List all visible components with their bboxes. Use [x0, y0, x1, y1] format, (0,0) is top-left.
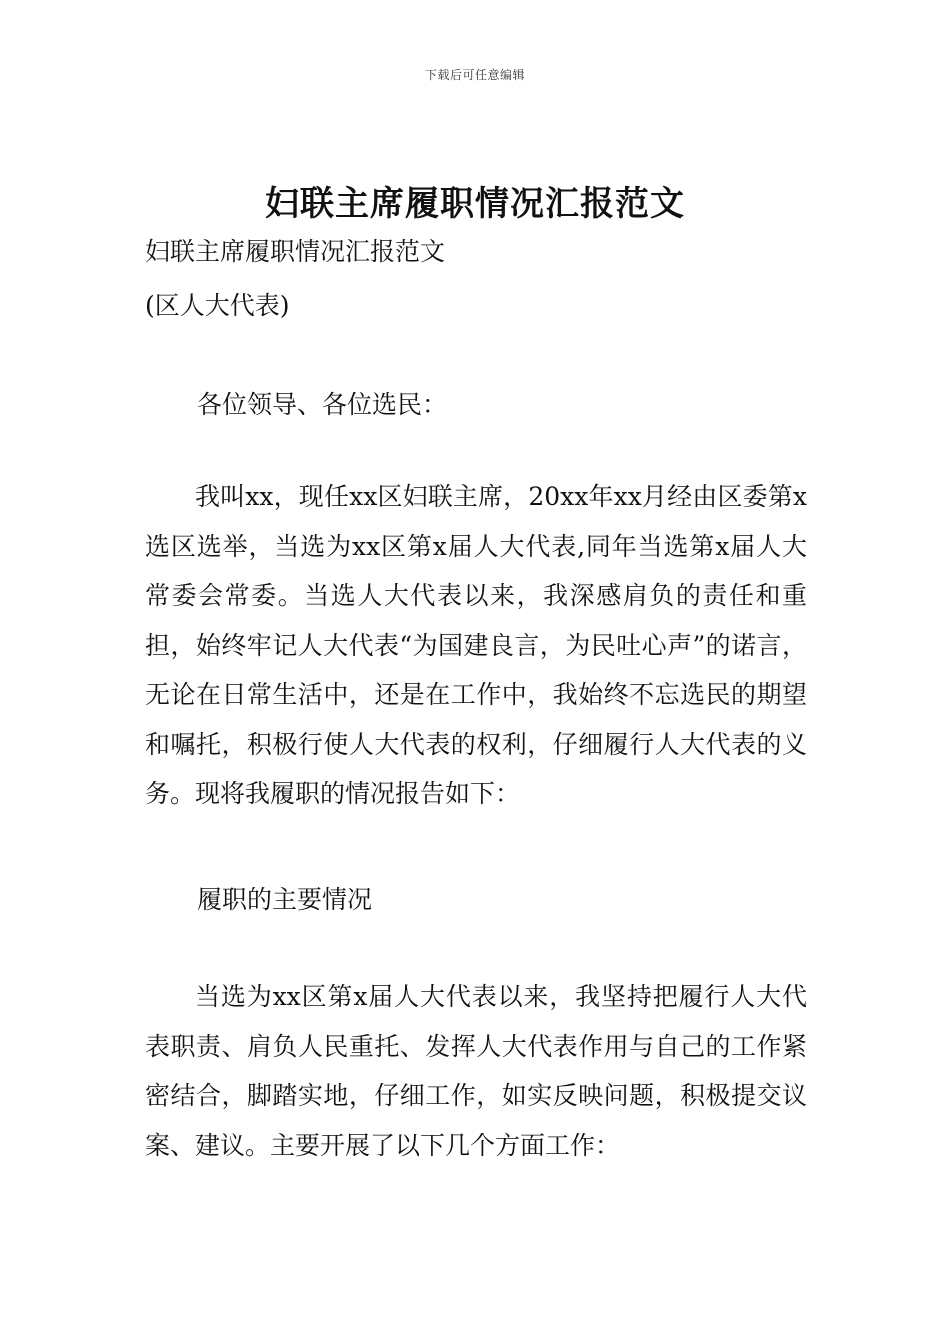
author-role: (区人大代表) [145, 291, 290, 320]
header-note: 下载后可任意编辑 [424, 68, 525, 82]
salutation: 各位领导、各位选民： [197, 390, 448, 419]
body-paragraph-2: 当选为xx区第x届人大代表以来，我坚持把履行人大代表职责、肩负人民重托、发挥人大代表作用与自己的工作紧密结合，脚踏实地，仔细工作，如实反映问题，积极提交议案、建议。主要开展了以下几个方面工作： [145, 982, 807, 1160]
body-paragraph-1: 我叫xx，现任xx区妇联主席，20xx年xx月经由区委第x选区选举，当选为xx区第x届人大代表,同年当选第x届人大常委会常委。当选人大代表以来，我深感肩负的责任和重担，始终牢记人大代表“为国建良言，为民吐心声”的诺言，无论在日常生活中，还是在工作中，我始终不忘选民的期望和嘱托，积极行使人大代表的权利，仔细履行人大代表的义务。现将我履职的情况报告如下： [145, 482, 807, 808]
document-title: 妇联主席履职情况汇报范文 [265, 184, 685, 224]
section-heading: 履职的主要情况 [197, 885, 373, 914]
document-subtitle: 妇联主席履职情况汇报范文 [145, 237, 446, 266]
